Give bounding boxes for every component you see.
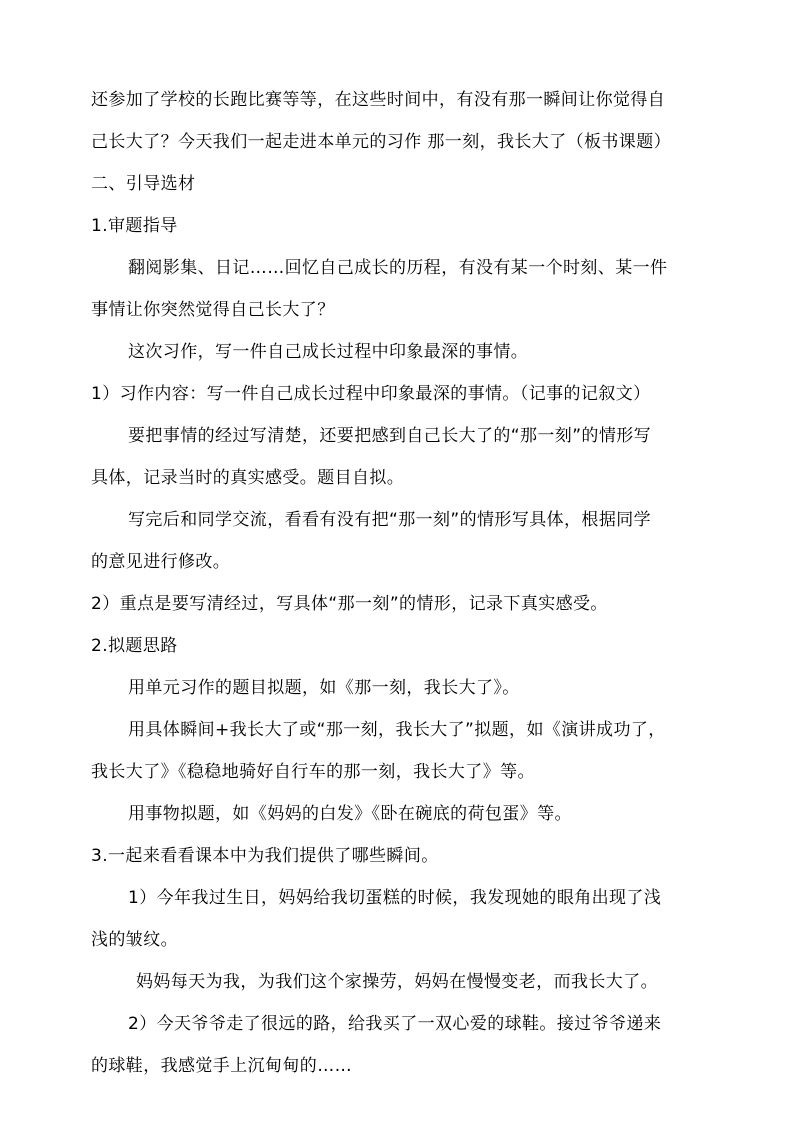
text-line: 用事物拟题，如《妈妈的白发》《卧在碗底的荷包蛋》等。 [128, 804, 572, 824]
text-line: 浅的皱纹。 [91, 930, 178, 950]
text-line: 要把事情的经过写清楚，还要把感到自己长大了的“那一刻”的情形写 [128, 426, 652, 446]
text-line: 这次习作，写一件自己成长过程中印象最深的事情。 [128, 342, 529, 362]
text-line: 具体，记录当时的真实感受。题目自拟。 [91, 468, 405, 488]
text-line: 事情让你突然觉得自己长大了？ [91, 300, 335, 320]
text-line: 2）今天爷爷走了很远的路，给我买了一双心爱的球鞋。接过爷爷递来 [128, 1014, 662, 1034]
text-line: 己长大了？今天我们一起走进本单元的习作 那一刻，我长大了（板书课题） [91, 132, 672, 152]
subsection-heading: 2.拟题思路 [91, 636, 178, 656]
subsection-heading: 1.审题指导 [91, 216, 178, 236]
text-line: 1）习作内容：写一件自己成长过程中印象最深的事情。（记事的记叙文） [91, 384, 651, 404]
subsection-heading: 3.一起来看看课本中为我们提供了哪些瞬间。 [91, 846, 439, 866]
text-line: 的意见进行修改。 [91, 552, 231, 572]
text-line: 1）今年我过生日，妈妈给我切蛋糕的时候，我发现她的眼角出现了浅 [128, 888, 662, 908]
text-line: 我长大了》《稳稳地骑好自行车的那一刻，我长大了》等。 [91, 762, 535, 782]
text-line: 写完后和同学交流，看看有没有把“那一刻”的情形写具体，根据同学 [128, 510, 652, 530]
text-line: 还参加了学校的长跑比赛等等，在这些时间中，有没有那一瞬间让你觉得自 [91, 90, 666, 110]
text-line: 用具体瞬间+我长大了或“那一刻，我长大了”拟题，如《演讲成功了， [128, 720, 666, 740]
text-line: 的球鞋，我感觉手上沉甸甸的…… [91, 1056, 352, 1076]
text-line: 翻阅影集、日记……回忆自己成长的历程，有没有某一个时刻、某一件 [128, 258, 668, 278]
text-line: 妈妈每天为我，为我们这个家操劳，妈妈在慢慢变老，而我长大了。 [136, 972, 658, 992]
section-heading: 二、引导选材 [91, 174, 196, 194]
text-line: 用单元习作的题目拟题，如《那一刻，我长大了》。 [128, 678, 520, 698]
text-line: 2）重点是要写清经过，写具体“那一刻”的情形，记录下真实感受。 [91, 594, 608, 614]
